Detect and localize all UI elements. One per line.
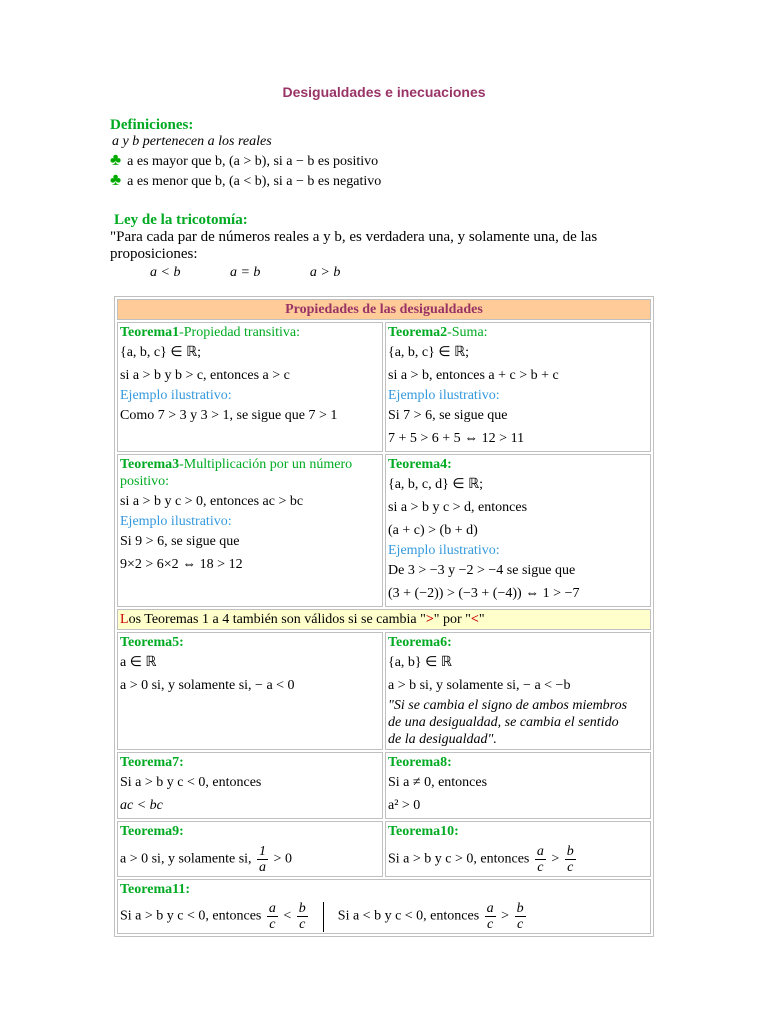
fraction: $\frac{b}{c}$ [566, 844, 574, 875]
fraction: $\frac{a}{c}$ [268, 901, 276, 932]
definicion-line-1: a y b pertenecen a los reales [112, 134, 272, 149]
teorema-8-label: Teorema8: [388, 755, 452, 770]
definicion-line-3: ♣ a es menor que b, (a < b), si a − b es negativo [110, 170, 382, 189]
definiciones-heading: Definiciones: [110, 117, 194, 133]
teorema-7-cell: Teorema7: Si a > b y c < 0, entonces ac < bc [117, 752, 383, 819]
teorema-2-label: Teorema2 [388, 325, 448, 340]
teorema-7-label: Teorema7: [120, 755, 184, 770]
teorema-3-cell: Teorema3-Multiplicación por un número positivo: si a > b y c > 0, entonces ac > bc Ejemplo ilustrativo: Si 9 > 6, se sigue que 9×2 > 6×2 ⇔ 18 > 12 [117, 454, 383, 607]
club-icon: ♣ [110, 150, 122, 169]
tricotomia-heading: Ley de la tricotomía: [114, 212, 248, 228]
teoremas-note: Los Teoremas 1 a 4 también son válidos si se cambia ">" por "<" [117, 609, 651, 630]
teorema-2-cell: Teorema2-Suma: {a, b, c} ∈ ℝ; si a > b, entonces a + c > b + c Ejemplo ilustrativo: Si 7 > 6, se sigue que 7 + 5 > 6 + 5 ⇔ 12 > 11 [385, 322, 651, 452]
properties-table [114, 296, 654, 937]
teorema-1-cell: Teorema1-Propiedad transitiva: {a, b, c} ∈ ℝ; si a > b y b > c, entonces a > c Ejemplo ilustrativo: Como 7 > 3 y 3 > 1, se sigue que 7 > 1 [117, 322, 383, 452]
teorema-8-cell: Teorema8: Si a ≠ 0, entonces a² > 0 [385, 752, 651, 819]
teorema-5-label: Teorema5: [120, 635, 184, 650]
teorema-6-cell: Teorema6: {a, b} ∈ ℝ a > b si, y solamente si, − a < −b "Si se cambia el signo de ambos miembros de una desigualdad, se cambia el sentido de la desigualdad". [385, 632, 651, 750]
fraction: $\frac{b}{c}$ [298, 901, 306, 932]
teorema-3-label: Teorema3 [120, 457, 180, 472]
definicion-line-2: ♣ a es mayor que b, (a > b), si a − b es positivo [110, 150, 379, 169]
teorema-5-cell: Teorema5: a ∈ ℝ a > 0 si, y solamente si, − a < 0 [117, 632, 383, 750]
tricotomia-section [110, 212, 670, 281]
page-title: Desigualdades e inecuaciones [282, 84, 486, 100]
teorema-9-cell: Teorema9: a > 0 si, y solamente si, $\frac{1}{a}$ > 0 [117, 821, 383, 877]
fraction: $\frac{1}{a}$ [259, 844, 267, 875]
club-icon: ♣ [110, 170, 122, 189]
teorema-11-cell: Teorema11: Si a > b y c < 0, entonces $\frac{a}{c}$ < $\frac{b}{c}$ Si a < b y c < 0, entonces $\frac{a}{c}$ > $\frac{b}{c}$ [117, 879, 651, 934]
teorema-9-label: Teorema9: [120, 824, 184, 839]
table-caption: Propiedades de las desigualdades [117, 299, 651, 320]
teorema-6-label: Teorema6: [388, 635, 452, 650]
fraction: $\frac{b}{c}$ [516, 901, 524, 932]
teorema-10-cell: Teorema10: Si a > b y c > 0, entonces $\frac{a}{c}$ > $\frac{b}{c}$ [385, 821, 651, 877]
divider [323, 902, 324, 932]
tricotomia-text: "Para cada par de números reales a y b, es verdadera una, y solamente una, de las proposiciones: [110, 229, 598, 262]
definiciones-section [110, 117, 381, 190]
fraction: $\frac{a}{c}$ [536, 844, 544, 875]
teorema-4-label: Teorema4: [388, 457, 452, 472]
teorema-1-label: Teorema1 [120, 325, 180, 340]
teorema-4-cell: Teorema4: {a, b, c, d} ∈ ℝ; si a > b y c > d, entonces (a + c) > (b + d) Ejemplo ilustrativo: De 3 > −3 y −2 > −4 se sigue que (3 + (−2)) > (−3 + (−4)) ⇔ 1 > −7 [385, 454, 651, 607]
teorema-11-label: Teorema11: [120, 882, 190, 897]
teorema-10-label: Teorema10: [388, 824, 459, 839]
tricotomia-propositions: a < b a = b a > b [150, 265, 341, 280]
fraction: $\frac{a}{c}$ [486, 901, 494, 932]
